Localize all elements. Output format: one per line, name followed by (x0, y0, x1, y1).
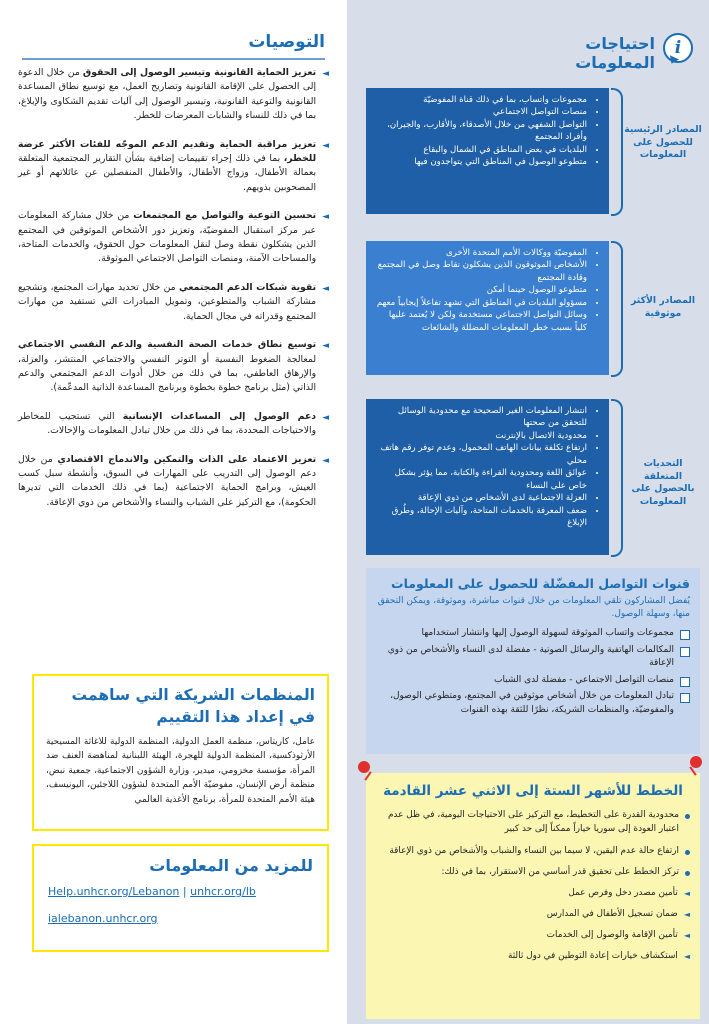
plan-subitem-text: ضمان تسجيل الأطفال في المدارس (546, 909, 678, 920)
challenge-item: • ضعف المعرفة بالخدمات المتاحة، وآليات الإحالة، وطُرق الإبلاغ (374, 505, 587, 530)
main-source-item: • البلديات في بعض المناطق في الشمال والبقاع (374, 144, 587, 156)
triangle-bullet-icon: ◄ (322, 69, 329, 79)
partners-box (32, 674, 329, 831)
main-sources-label: المصادر الرئيسية للحصول على المعلومات (624, 124, 702, 161)
recommendation-heading: تعزيز الاعتماد على الذات والتمكين والاندماج الاقتصادي (57, 453, 317, 465)
challenge-item: • ارتفاع تكلفة بيانات الهاتف المحمول، وعدم توفر رقم هاتف محلي (374, 442, 587, 467)
partners-text: عامل، كاريتاس، منظمة العمل الدولية، المنظمة الدولية للاغاثة المسيحية الأرثوذكسية، المنظمة الدولية للهجرة، الهيئة اللبنانية لمناهضة العنف ضد المرأة، مؤسسة مخزومي، ميدير، وزارة الشؤون الاجتماعية، جمعية نبض، منظمة أرض الإنسان، مفوضيّة الأمم المتحدة لشؤون اللاجئين، اليونيسف، هيئة الأمم المتحدة للمرأة، برنامج الأغذية العالمي (46, 736, 315, 805)
trusted-source-item: • متطوعو الوصول حينما أمكن (374, 284, 587, 296)
partners-title: المنظمات الشريكة التي ساهمت في إعداد هذا التقييم (71, 686, 315, 727)
recommendation-item (18, 410, 329, 439)
triangle-bullet-icon: ◄ (322, 212, 329, 223)
trusted-sources-box (366, 241, 609, 375)
plans-title: الخطط للأشهر الستة إلى الاثني عشر القادمة (383, 783, 683, 799)
recommendation-heading: تقوية شبكات الدعم المجتمعي (178, 281, 317, 293)
challenges-box (366, 399, 609, 555)
trusted-source-item: • مسؤولو البلديات في المناطق التي تشهد تفاعلاً إيجابياً معهم (374, 297, 587, 309)
challenge-item: • محدودية الاتصال بالإنترنت (374, 430, 587, 442)
trusted-source-item: • وسائل التواصل الاجتماعي مستخدمة ولكن لا يُعتمد عليها كلياً بسبب خطر المعلومات المضللة والشائعات (374, 309, 587, 334)
plan-subitem (376, 930, 690, 940)
ialebanon-link[interactable]: ialebanon.unhcr.org (48, 912, 158, 925)
pushpin-icon (358, 761, 370, 773)
plan-subitem-text: استكشاف خيارات إعادة التوطين في دول ثالثة (508, 951, 678, 962)
dot-bullet-icon (685, 850, 690, 855)
plan-item (376, 845, 690, 859)
plan-subitem (376, 888, 690, 898)
main-source-item: • منصات التواصل الاجتماعي (374, 106, 587, 118)
channel-text: المكالمات الهاتفية والرسائل الصوتية - مفضلة لدى النساء والأشخاص من ذوي الإعاقة (387, 644, 674, 669)
recommendation-heading: تعزيز مراقبة الحماية وتقديم الدعم الموجّه للفئات الأكثر عرضة للخطر، (18, 138, 317, 165)
channels-intro: يُفضل المشاركون تلقي المعلومات من خلال قنوات مباشرة، وموثوقة، ويمكن التحقق منها، وسهلة الوصول. (377, 596, 690, 620)
recommendation-item (18, 209, 329, 267)
plan-text: محدودية القدرة على التخطيط، مع التركيز على الاحتياجات اليومية، في ظل عدم اعتبار العودة إلى سوريا خياراً ممكناً إلى حد كبير (388, 810, 679, 834)
more-info-box (32, 844, 329, 952)
challenge-item: • انتشار المعلومات الغير الصحيحة مع محدودية الوسائل للتحقق من صحتها (374, 405, 587, 430)
plan-text: ارتفاع حالة عدم اليقين، لا سيما بين النساء والشباب والأشخاص من ذوي الإعاقة (389, 845, 679, 856)
checkbox-icon (680, 693, 690, 703)
recommendation-heading: دعم الوصول إلى المساعدات الإنسانية (122, 410, 317, 422)
recommendation-item (18, 338, 329, 396)
checkbox-icon (680, 677, 690, 687)
recommendations-column (0, 0, 347, 1024)
recommendation-text: من خلال الدعوة إلى الحصول على الإقامة القانونية وتصاريح العمل، مع توسيع نطاق المساعدة القانونية والتوعية القانونية، وتيسير الوصول إلى آليات تقديم الشكاوى والإبلاغ، بما في ذلك للنساء والشابات المعرضات للخطر. (18, 67, 317, 122)
triangle-bullet-icon: ◄ (683, 910, 690, 920)
unhcr-lb-link[interactable]: unhcr.org/lb (190, 885, 256, 898)
channel-text: منصات التواصل الاجتماعي - مفضلة لدى الشباب (494, 674, 674, 685)
info-needs-title: احتياجات المعلومات (575, 34, 655, 72)
triangle-bullet-icon: ◄ (322, 283, 329, 294)
recommendation-text: التي تستجيب للمخاطر والاحتياجات المحددة، بما في ذلك من خلال تبادل المعلومات والإحالات. (18, 410, 317, 437)
recommendation-text: بما في ذلك إجراء تقييمات إضافية بشأن التقارير المجتمعية المتعلقة بعمالة الأطفال، وزواج الأطفال، والأطفال المنفصلين عن عائلاتهم أو غير المصحوبين بذويهم. (18, 153, 317, 193)
triangle-bullet-icon: ◄ (322, 341, 329, 352)
channel-item (376, 627, 690, 641)
main-source-item: • مجموعات واتساب، بما في ذلك قناة المفوضيّة (374, 94, 587, 106)
channels-title: قنوات التواصل المفضّلة للحصول على المعلومات (391, 576, 690, 591)
recommendation-text: من خلال تحديد مهارات المجتمع، وتشجيع مشاركة الشباب والمتطوعين، وتمويل المبادرات التي تستفيد من مهارات المجتمع وقدراته في مجال الحماية. (18, 281, 317, 322)
info-icon: i (663, 33, 693, 63)
recommendation-text: من خلال مشاركة المعلومات عبر مركز استقبال المفوضيّة، وتعزيز دور الأشخاص الموثوقين في المجتمع الذين يشكلون نقطة وصل لنقل المعلومات حول الحقوق، والخدمات المتاحة، والمساحات الآمنة، ومنصات التواصل الاجتماعي الموثوقة. (18, 210, 317, 265)
recommendation-heading: توسيع نطاق خدمات الصحة النفسية والدعم النفسي الاجتماعي (18, 339, 317, 351)
triangle-bullet-icon: ◄ (322, 455, 329, 466)
recommendation-text: من خلال دعم الوصول إلى التدريب على المهارات في السوق، وأنشطة سبل كسب العيش، وبرامج الحماية الاجتماعية (بما في ذلك الخدمات التي تديرها الحكومة)، مع التركيز على الشباب والنساء والأشخاص من ذوي الإعاقة. (18, 453, 317, 508)
recommendation-item (18, 281, 329, 324)
channel-item (376, 644, 690, 671)
recommendation-item (18, 138, 329, 196)
plan-item (376, 809, 690, 837)
channel-text: مجموعات واتساب الموثوقة لسهولة الوصول إليها وانتشار استخدامها (421, 628, 674, 639)
trusted-sources-label: المصادر الأكثر موثوقية (630, 295, 696, 319)
main-sources-box (366, 88, 609, 214)
plan-item (376, 866, 690, 880)
triangle-bullet-icon: ◄ (322, 140, 329, 151)
channels-box (366, 568, 700, 754)
recommendation-item (18, 453, 329, 511)
channel-item (376, 674, 690, 688)
recommendations-divider (22, 58, 325, 60)
triangle-bullet-icon: ◄ (683, 931, 690, 941)
plan-subitem-text: تأمين مصدر دخل وفرص عمل (568, 888, 678, 899)
main-source-item: • متطوعو الوصول في المناطق التي يتواجدون فيها (374, 156, 587, 168)
recommendation-heading: تعزيز الحماية القانونية وتيسير الوصول إلى الحقوق (82, 67, 317, 78)
challenges-label: التحديات المتعلقة بالحصول على المعلومات (631, 458, 695, 507)
challenge-item: • العزلة الاجتماعية لدى الأشخاص من ذوي الإعاقة (374, 492, 587, 504)
main-sources-brace (611, 88, 623, 216)
triangle-bullet-icon: ◄ (683, 952, 690, 962)
pushpin-icon (690, 756, 702, 768)
more-info-title: للمزيد من المعلومات (149, 856, 313, 875)
challenges-brace (611, 399, 623, 557)
dot-bullet-icon (685, 871, 690, 876)
help-unhcr-link[interactable]: Help.unhcr.org/Lebanon (48, 885, 180, 898)
recommendations-list (18, 66, 329, 524)
recommendation-text: لمعالجة الضغوط النفسية أو التوتر النفسي والاجتماعي المنتشر، والعزلة، والإرهاق العاطفي، بما في ذلك من خلال أدوات الدعم المجتمعي والدعم الذاتي (مثل برنامج خطوة بخطوة وبرنامج المساعدة الذاتية المدعّمة). (18, 353, 317, 394)
plan-subitem-text: تأمين الإقامة والوصول إلى الخدمات (546, 930, 678, 941)
dot-bullet-icon (685, 814, 690, 819)
plan-text: تركز الخطط على تحقيق قدر أساسي من الاستقرار، بما في ذلك: (441, 867, 679, 878)
plan-subitem (376, 909, 690, 919)
recommendation-item (18, 66, 329, 124)
checkbox-icon (680, 647, 690, 657)
channel-item (376, 690, 690, 717)
triangle-bullet-icon: ◄ (683, 889, 690, 899)
links-block (48, 885, 313, 925)
channel-text: تبادل المعلومات من خلال أشخاص موثوقين في المجتمع، ومتطوعي الوصول، والمفوضيّة، والمنظمات الشريكة، نظرًا للثقة بهذه القنوات (390, 691, 674, 715)
main-source-item: • التواصل الشفهي من خلال الأصدقاء، والأقارب، والجيران، وأفراد المجتمع (374, 119, 587, 144)
plan-subitem (376, 951, 690, 961)
challenge-item: • عوائق اللغة ومحدودية القراءة والكتابة، مما يؤثر بشكل خاص على النساء (374, 467, 587, 492)
checkbox-icon (680, 630, 690, 640)
recommendation-heading: تحسين التوعية والتواصل مع المجتمعات (133, 210, 317, 222)
link-separator: | (182, 885, 187, 898)
trusted-source-item: • المفوضيّة ووكالات الأمم المتحدة الأخرى (374, 247, 587, 259)
trusted-source-item: • الأشخاص الموثوقون الذين يشكلون نقاط وصل في المجتمع وقادة المجتمع (374, 259, 587, 284)
triangle-bullet-icon: ◄ (322, 412, 329, 423)
plans-box (366, 773, 700, 1019)
trusted-sources-brace (611, 241, 623, 377)
recommendations-title: التوصيات (248, 32, 325, 52)
